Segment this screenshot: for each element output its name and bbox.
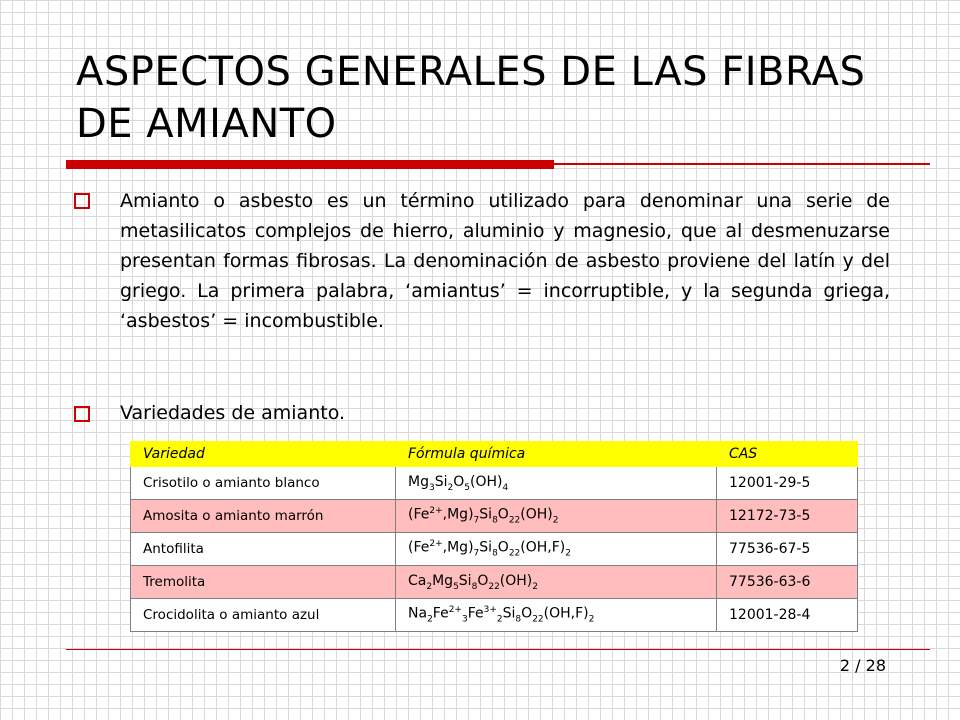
definition-paragraph: Amianto o asbesto es un término utilizado para denominar una serie de metasilicatos complejos de hierro, aluminio y magnesio, que al desmenuzarse presentan formas fibrosas. La denominación de asbesto proviene del latín y del griego. La primera palabra, ‘amiantus’ = incorruptible, y la segunda griega, ‘asbestos’ = incombustible. xyxy=(120,190,890,332)
table-row xyxy=(131,467,858,500)
formula-segment: 22 xyxy=(508,515,521,526)
asbestos-varieties-table xyxy=(130,441,858,632)
formula-segment: O xyxy=(497,539,509,556)
formula-segment: 2 xyxy=(565,548,571,559)
header-formula: Fórmula química xyxy=(396,442,717,467)
formula-segment: 3 xyxy=(461,614,468,625)
variety-cell: Crisotilo o amianto blanco xyxy=(131,467,396,500)
formula-segment: Si xyxy=(479,539,493,556)
table-row xyxy=(131,566,858,599)
formula-segment: (Fe xyxy=(408,506,430,523)
formula-segment: Si xyxy=(458,572,472,589)
formula-segment: Fe xyxy=(467,605,484,622)
formula-segment: 8 xyxy=(492,548,498,559)
page-number: 2 / 28 xyxy=(839,656,886,675)
formula-segment: 7 xyxy=(473,515,480,526)
square-bullet-icon xyxy=(74,193,90,209)
formula-segment: O xyxy=(477,572,489,589)
formula-segment: 5 xyxy=(453,581,459,592)
formula-segment: 5 xyxy=(464,482,470,493)
formula-cell xyxy=(396,500,717,533)
formula-segment: 2 xyxy=(427,614,433,625)
formula-segment: 22 xyxy=(508,548,521,559)
formula-segment: 3 xyxy=(428,482,435,493)
slide-title: ASPECTOS GENERALES DE LAS FIBRAS DE AMIANTO xyxy=(76,49,866,147)
formula-segment: 3+ xyxy=(483,605,497,616)
formula-segment: O xyxy=(497,506,509,523)
table-row xyxy=(131,599,858,632)
formula-segment: 2+ xyxy=(448,605,462,616)
formula-segment: Si xyxy=(479,506,493,523)
formula-segment: 2+ xyxy=(429,539,443,550)
formula-cell xyxy=(396,533,717,566)
formula-segment: ,Mg) xyxy=(442,539,474,556)
header-cas: CAS xyxy=(717,442,858,467)
formula-segment: Fe xyxy=(432,605,449,622)
formula-segment: 2 xyxy=(447,482,454,493)
formula-segment: Mg xyxy=(432,572,454,589)
variety-cell: Crocidolita o amianto azul xyxy=(131,599,396,632)
table-row xyxy=(131,533,858,566)
cas-cell: 77536-63-6 xyxy=(717,566,858,599)
formula-segment: 8 xyxy=(471,581,478,592)
header-variedad: Variedad xyxy=(131,442,396,467)
formula-segment: (Fe xyxy=(408,539,430,556)
formula-segment: Ca xyxy=(408,572,427,589)
footer-rule xyxy=(66,649,930,650)
formula-segment: O xyxy=(453,473,465,490)
formula-segment: 7 xyxy=(473,548,480,559)
table-header-row xyxy=(131,442,858,467)
formula-segment: Mg xyxy=(408,473,429,490)
table-row xyxy=(131,500,858,533)
formula-segment: 2 xyxy=(426,581,433,592)
variety-cell: Antofilita xyxy=(131,533,396,566)
formula-cell xyxy=(396,599,717,632)
formula-segment: 2+ xyxy=(429,506,443,517)
cas-cell: 77536-67-5 xyxy=(717,533,858,566)
formula-cell xyxy=(396,467,717,500)
formula-segment: 4 xyxy=(502,482,509,493)
formula-segment: 2 xyxy=(532,581,539,592)
formula-cell xyxy=(396,566,717,599)
varieties-heading: Variedades de amianto. xyxy=(120,402,346,424)
square-bullet-icon xyxy=(74,406,90,422)
formula-segment: 2 xyxy=(552,515,559,526)
formula-segment: Si xyxy=(502,605,516,622)
formula-segment: O xyxy=(521,605,533,622)
formula-segment: Si xyxy=(434,473,448,490)
formula-segment: (OH) xyxy=(520,506,553,523)
formula-segment: 2 xyxy=(496,614,503,625)
formula-segment: 22 xyxy=(532,614,544,625)
formula-segment: 22 xyxy=(488,581,500,592)
formula-segment: 2 xyxy=(588,614,595,625)
cas-cell: 12001-29-5 xyxy=(717,467,858,500)
variety-cell: Tremolita xyxy=(131,566,396,599)
formula-segment: (OH) xyxy=(469,473,503,490)
formula-segment: 8 xyxy=(492,515,498,526)
formula-segment: (OH) xyxy=(499,572,533,589)
formula-segment: 8 xyxy=(515,614,522,625)
title-underline-thin xyxy=(66,163,930,165)
formula-segment: ,Mg) xyxy=(442,506,474,523)
formula-segment: (OH,F) xyxy=(543,605,589,622)
formula-segment: Na xyxy=(408,605,428,622)
cas-cell: 12001-28-4 xyxy=(717,599,858,632)
cas-cell: 12172-73-5 xyxy=(717,500,858,533)
variety-cell: Amosita o amianto marrón xyxy=(131,500,396,533)
formula-segment: (OH,F) xyxy=(520,539,566,556)
